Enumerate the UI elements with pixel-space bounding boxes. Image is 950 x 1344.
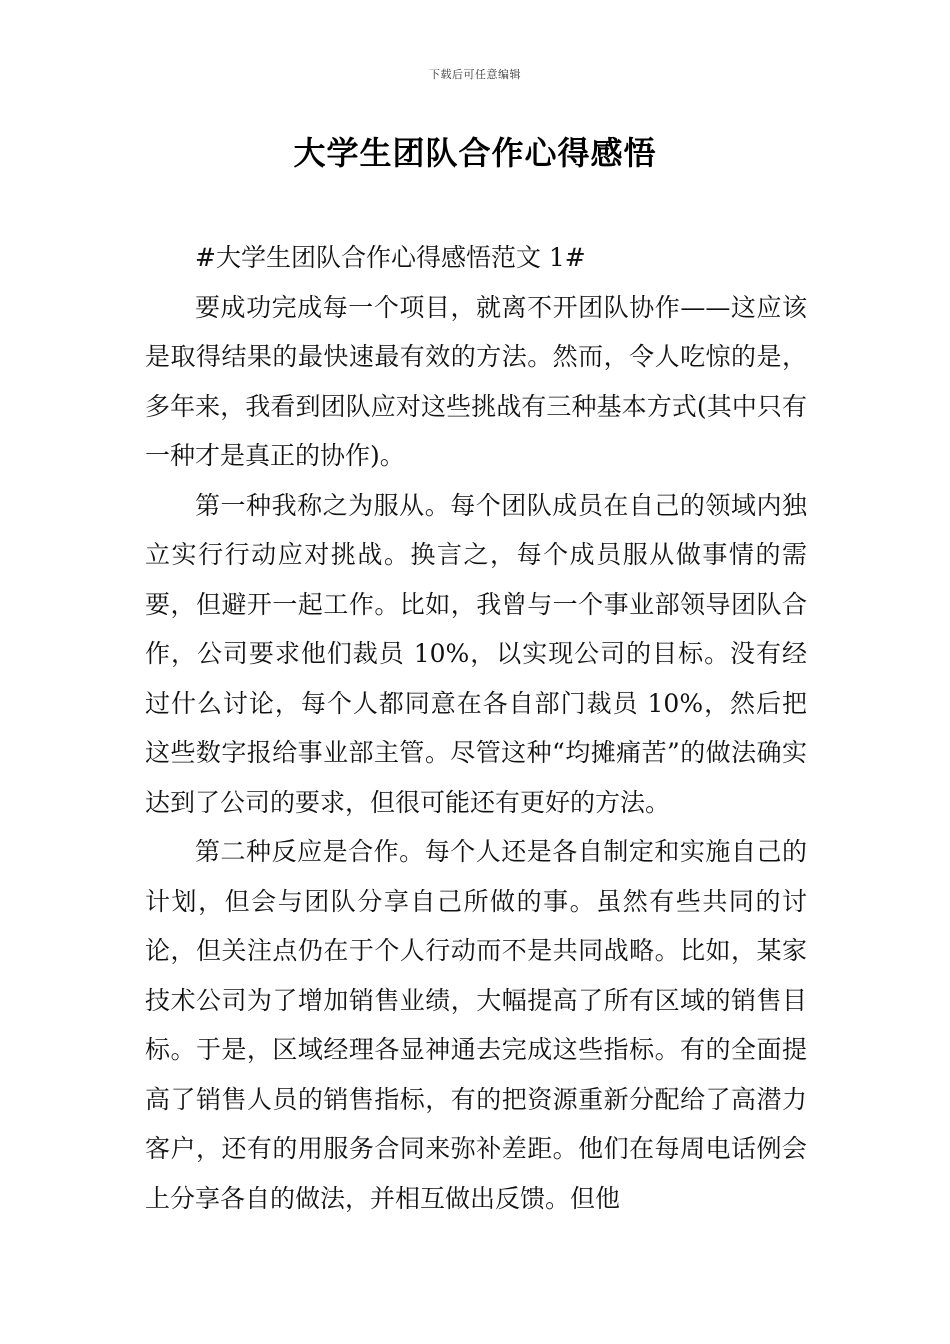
paragraph: 要成功完成每一个项目，就离不开团队协作——这应该是取得结果的最快速最有效的方法。然而，令人吃惊的是，多年来，我看到团队应对这些挑战有三种基本方式(其中只有一种才是真正的协作)。: [145, 292, 807, 470]
document-title: 大学生团队合作心得感悟: [293, 134, 657, 172]
paragraph-heading: #大学生团队合作心得感悟范文 1#: [195, 243, 586, 272]
document-body: [145, 233, 807, 1223]
header-note: 下载后可任意编辑: [429, 68, 521, 81]
paragraph: 第一种我称之为服从。每个团队成员在自己的领域内独立实行行动应对挑战。换言之，每个成员服从做事情的需要，但避开一起工作。比如，我曾与一个事业部领导团队合作，公司要求他们裁员 10%，以实现公司的目标。没有经过什么讨论，每个人都同意在各自部门裁员 10%，然后把这些数字报给事业部主管。尽管这种“均摊痛苦”的做法确实达到了公司的要求，但很可能还有更好的方法。: [145, 490, 807, 817]
paragraph: 第二种反应是合作。每个人还是各自制定和实施自己的计划，但会与团队分享自己所做的事。虽然有些共同的讨论，但关注点仍在于个人行动而不是共同战略。比如，某家技术公司为了增加销售业绩，大幅提高了所有区域的销售目标。于是，区域经理各显神通去完成这些指标。有的全面提高了销售人员的销售指标，有的把资源重新分配给了高潜力客户，还有的用服务合同来弥补差距。他们在每周电话例会上分享各自的做法，并相互做出反馈。但他: [145, 837, 807, 1213]
